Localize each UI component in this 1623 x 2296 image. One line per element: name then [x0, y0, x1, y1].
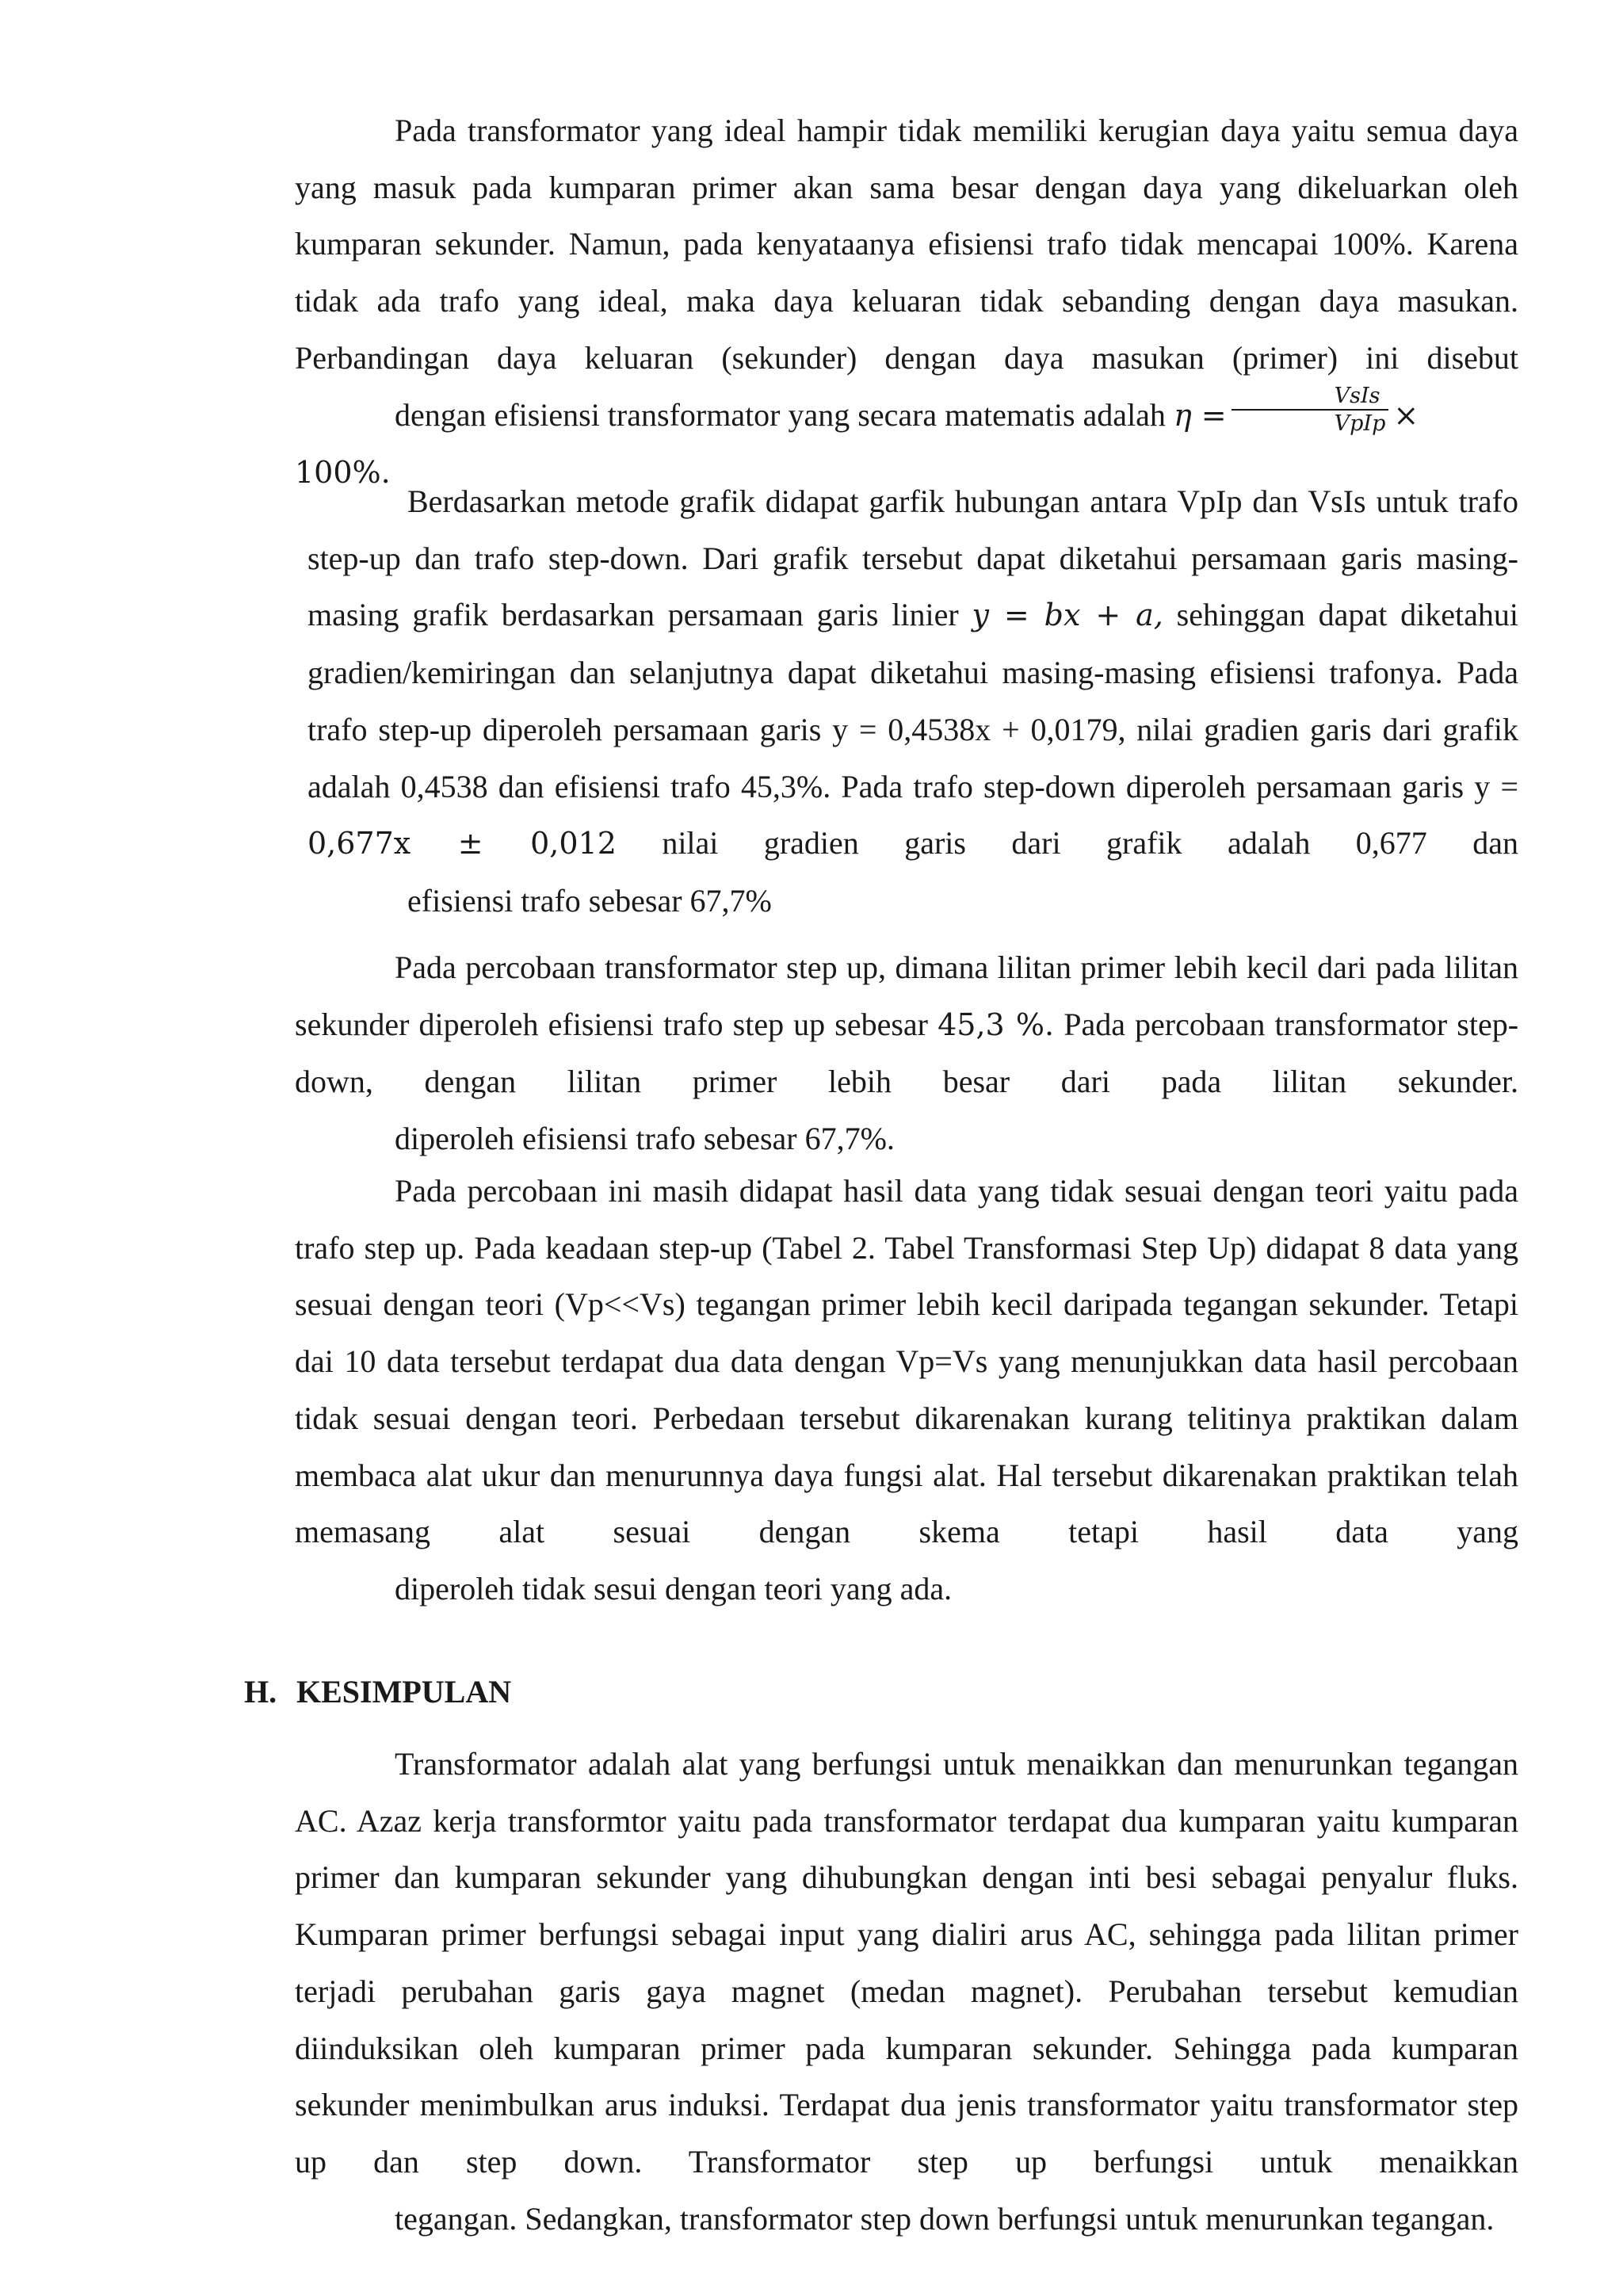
section-heading: [244, 1668, 511, 1716]
paragraph-last-line: diperoleh tidak sesui dengan teori yang ada.: [395, 1570, 953, 1606]
section-number: H.: [244, 1674, 277, 1710]
paragraph-text-c: nilai gradien garis dari grafik adalah 0,677 dan: [662, 825, 1518, 861]
paragraph-graph-method: [307, 473, 1518, 930]
fraction-numerator: VsIs: [1232, 385, 1389, 411]
paragraph-text-b: Pada percobaan transformator step-down, dengan lilitan primer lebih besar dari pada lilitan sekunder.: [295, 1006, 1519, 1100]
paragraph-last-line: diperoleh efisiensi trafo sebesar 67,7%.: [395, 1121, 895, 1157]
paragraph-text: Pada percobaan ini masih didapat hasil data yang tidak sesuai dengan teori yaitu pada trafo step up. Pada keadaan step-up (Tabel 2. Tabel Transformasi Step Up) didapat 8 data yang sesuai dengan teori (Vp<<Vs) tegangan primer lebih kecil daripada tegangan sekunder. Tetapi dai 10 data tersebut terdapat dua data dengan Vp=Vs yang menunjukkan data hasil percobaan tidak sesuai dengan teori. Perbedaan tersebut dikarenakan kurang telitinya praktikan dalam membaca alat ukur dan menurunnya daya fungsi alat. Hal tersebut dikarenakan praktikan telah memasang alat sesuai dengan skema tetapi hasil data yang: [295, 1173, 1518, 1550]
paragraph-text-a: Berdasarkan metode grafik didapat garfik hubungan antara VpIp dan VsIs untuk trafo step-up dan trafo step-down. Dari grafik tersebut dapat diketahui persamaan garis masing-masing grafik berdasarkan persamaan garis linier: [307, 483, 1518, 633]
paragraph-text-a: Pada percobaan transformator step up, dimana lilitan primer lebih kecil dari pada lilitan sekunder diperoleh efisiensi trafo step up sebesar: [295, 949, 1518, 1042]
paragraph-text-b: sehinggan dapat diketahui gradien/kemiringan dan selanjutnya dapat diketahui masing-masing efisiensi trafonya. Pada trafo step-up diperoleh persamaan garis y = 0,4538x + 0,0179, nilai gradien garis dari grafik adalah 0,4538 dan efisiensi trafo 45,3%. Pada trafo step-down diperoleh persamaan garis y =: [307, 597, 1518, 804]
paragraph-ideal-transformer: [295, 102, 1518, 502]
efficiency-fraction: [1232, 384, 1389, 437]
paragraph-stepup-result: [295, 939, 1518, 1167]
stepup-efficiency-value: 45,3 %.: [938, 1007, 1055, 1042]
stepdown-equation: 0,677x ± 0,012: [307, 826, 617, 861]
paragraph-last-line: efisiensi trafo sebesar 67,7%: [407, 882, 772, 919]
paragraph-discrepancy: [295, 1163, 1518, 1618]
efficiency-symbol: η =: [1173, 397, 1227, 433]
fraction-denominator: VpIp: [1334, 411, 1386, 437]
efficiency-multiplier: × 100%.: [295, 397, 1419, 491]
section-title: KESIMPULAN: [296, 1674, 512, 1710]
paragraph-last-line: tegangan. Sedangkan, transformator step down berfungsi untuk menurunkan tegangan.: [395, 2200, 1495, 2237]
paragraph-text: Transformator adalah alat yang berfungsi untuk menaikkan dan menurunkan tegangan AC. Azaz kerja transformtor yaitu pada transformator terdapat dua kumparan yaitu kumparan primer dan kumparan sekunder yang dihubungkan dengan inti besi sebagai penyalur fluks. Kumparan primer berfungsi sebagai input yang dialiri arus AC, sehingga pada lilitan primer terjadi perubahan garis gaya magnet (medan magnet). Perubahan tersebut kemudian diinduksikan oleh kumparan primer pada kumparan sekunder. Sehingga pada kumparan sekunder menimbulkan arus induksi. Terdapat dua jenis transformator yaitu transformator step up dan step down. Transformator step up berfungsi untuk menaikkan: [295, 1746, 1518, 2179]
paragraph-text: Pada transformator yang ideal hampir tidak memiliki kerugian daya yaitu semua daya yang masuk pada kumparan primer akan sama besar dengan daya yang dikeluarkan oleh kumparan sekunder. Namun, pada kenyataanya efisiensi trafo tidak mencapai 100%. Karena tidak ada trafo yang ideal, maka daya keluaran tidak sebanding dengan daya masukan. Perbandingan daya keluaran (sekunder) dengan daya masukan (primer) ini disebut: [295, 113, 1518, 376]
paragraph-conclusion: [295, 1736, 1518, 2247]
linear-equation: y = bx + a,: [972, 598, 1163, 633]
last-line-text: dengan efisiensi transformator yang secara matematis adalah: [395, 396, 1166, 433]
